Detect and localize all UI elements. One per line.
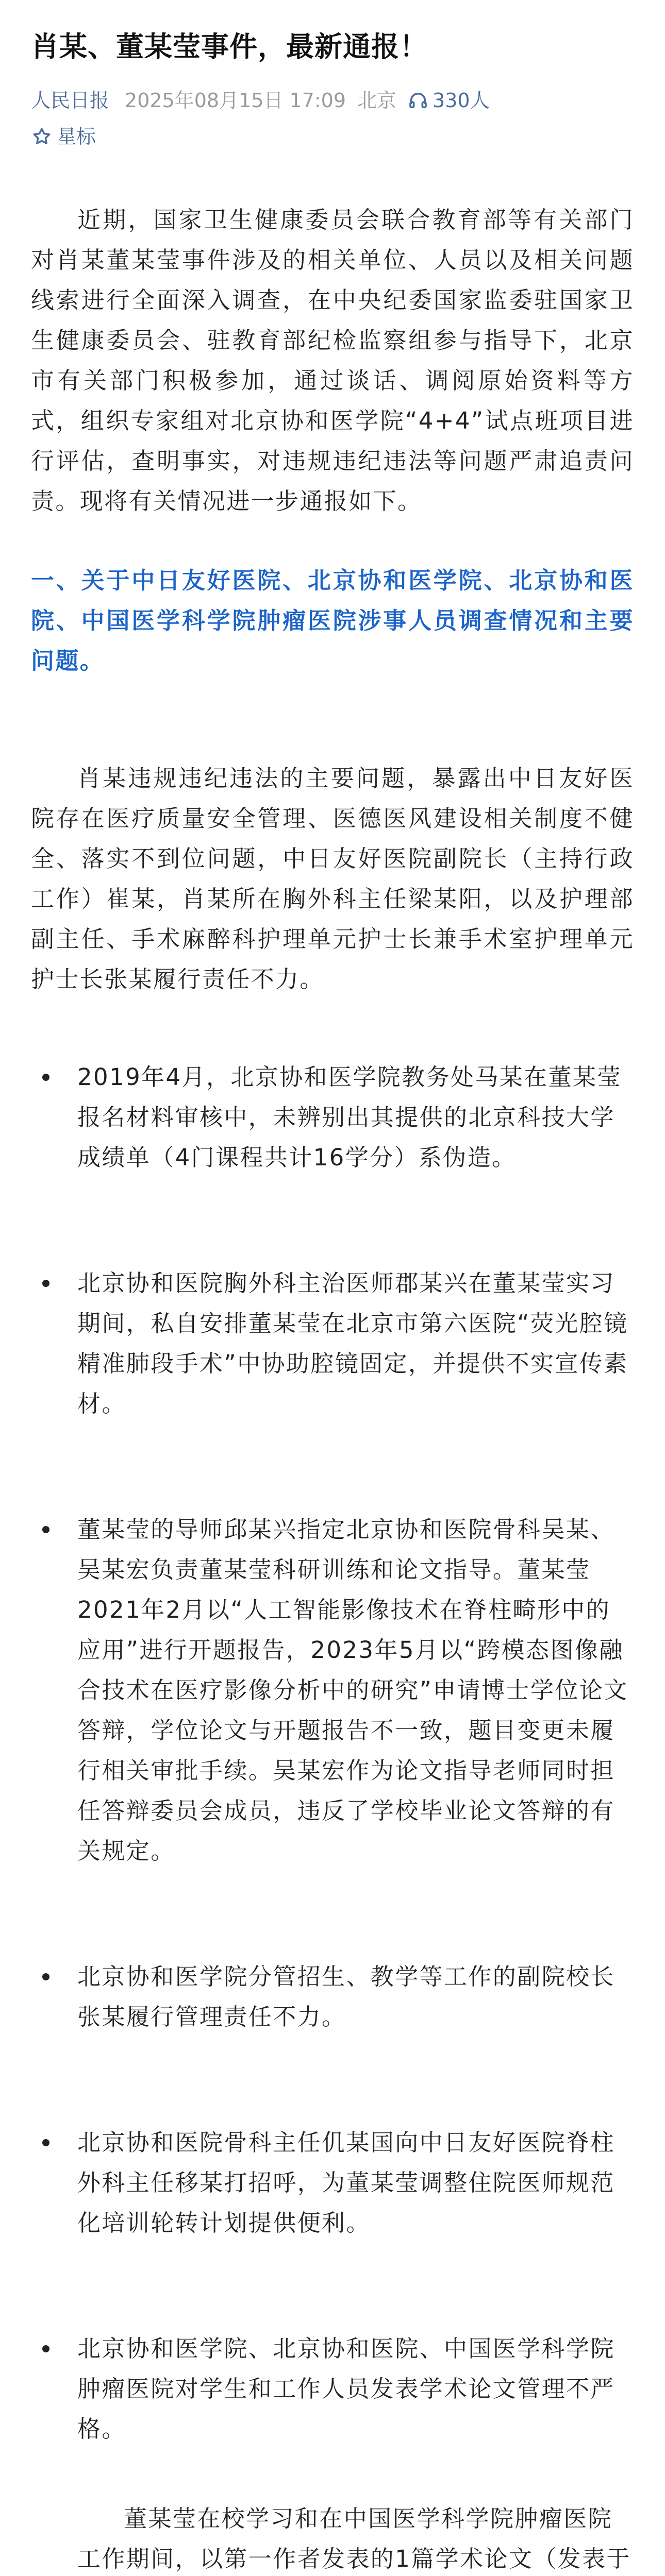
list-item-text: 董某莹的导师邱某兴指定北京协和医院骨科吴某、吴某宏负责董某莹科研训练和论文指导。董某莹2021年2月以“人工智能影像技术在脊柱畸形中的应用”进行开题报告，2023年5月以“跨模态图像融合技术在医疗影像分析中的研究”申请博士学位论文答辩，学位论文与开题报告不一致，题目变更未履行相关审批手续。吴某宏作为论文指导老师同时担任答辩委员会成员，违反了学校毕业论文答辩的有关规定。 bbox=[77, 1516, 628, 1865]
list-item-detail: 董某莹在校学习和在中国医学科学院肿瘤医院工作期间，以第一作者发表的1篇学术论文（发表于 bbox=[77, 2505, 631, 2572]
star-button[interactable] bbox=[31, 123, 96, 150]
listen-count-value: 330人 bbox=[433, 89, 490, 112]
source-link[interactable]: 人民日报 bbox=[31, 89, 110, 112]
article-body bbox=[31, 200, 634, 2576]
article-title: 肖某、董某莹事件，最新通报！ bbox=[31, 30, 428, 63]
section-heading: 一、关于中日友好医院、北京协和医学院、北京协和医院、中国医学科学院肿瘤医院涉事人员调查情况和主要问题。 bbox=[31, 567, 634, 674]
list-item bbox=[31, 2329, 634, 2576]
star-label: 星标 bbox=[57, 125, 96, 148]
list-item-text: 2019年4月，北京协和医学院教务处马某在董某莹报名材料审核中，未辨别出其提供的北京科技大学成绩单（4门课程共计16学分）系伪造。 bbox=[77, 1063, 622, 1171]
publish-date: 2025年08月15日 17:09 bbox=[125, 89, 346, 112]
star-icon bbox=[31, 126, 53, 147]
publish-location: 北京 bbox=[357, 89, 397, 112]
list-item-text: 北京协和医院骨科主任仉某国向中日友好医院脊柱外科主任移某打招呼，为董某莹调整住院医师规范化培训轮转计划提供便利。 bbox=[77, 2129, 615, 2236]
listen-count[interactable] bbox=[408, 87, 490, 114]
list-item bbox=[31, 1510, 634, 1871]
section-intro-paragraph: 肖某违规违纪违法的主要问题，暴露出中日友好医院存在医疗质量安全管理、医德医风建设相关制度不健全、落实不到位问题，中日友好医院副院长（主持行政工作）崔某，肖某所在胸外科主任梁某阳，以及护理部副主任、手术麻醉科护理单元护士长兼手术室护理单元护士长张某履行责任不力。 bbox=[31, 765, 634, 993]
list-item-text: 北京协和医学院、北京协和医院、中国医学科学院肿瘤医院对学生和工作人员发表学术论文管理不严格。 bbox=[77, 2335, 615, 2443]
article-meta bbox=[31, 87, 634, 114]
findings-list bbox=[31, 1057, 634, 2576]
list-item bbox=[31, 1057, 634, 1178]
intro-paragraph: 近期，国家卫生健康委员会联合教育部等有关部门对肖某董某莹事件涉及的相关单位、人员以及相关问题线索进行全面深入调查，在中央纪委国家监委驻国家卫生健康委员会、驻教育部纪检监察组参与指导下，北京市有关部门积极参加，通过谈话、调阅原始资料等方式，组织专家组对北京协和医学院“4+4”试点班项目进行评估，查明事实，对违规违纪违法等问题严肃追责问责。现将有关情况进一步通报如下。 bbox=[31, 206, 634, 515]
list-item bbox=[31, 1263, 634, 1424]
list-item-text: 北京协和医院胸外科主治医师郡某兴在董某莹实习期间，私自安排董某莹在北京市第六医院“荧光腔镜精准肺段手术”中协助腔镜固定，并提供不实宣传素材。 bbox=[77, 1269, 628, 1417]
list-item bbox=[31, 2123, 634, 2243]
list-item bbox=[31, 1957, 634, 2037]
headphones-icon bbox=[408, 90, 428, 111]
list-item-text: 北京协和医学院分管招生、教学等工作的副院校长张某履行管理责任不力。 bbox=[77, 1963, 615, 2030]
